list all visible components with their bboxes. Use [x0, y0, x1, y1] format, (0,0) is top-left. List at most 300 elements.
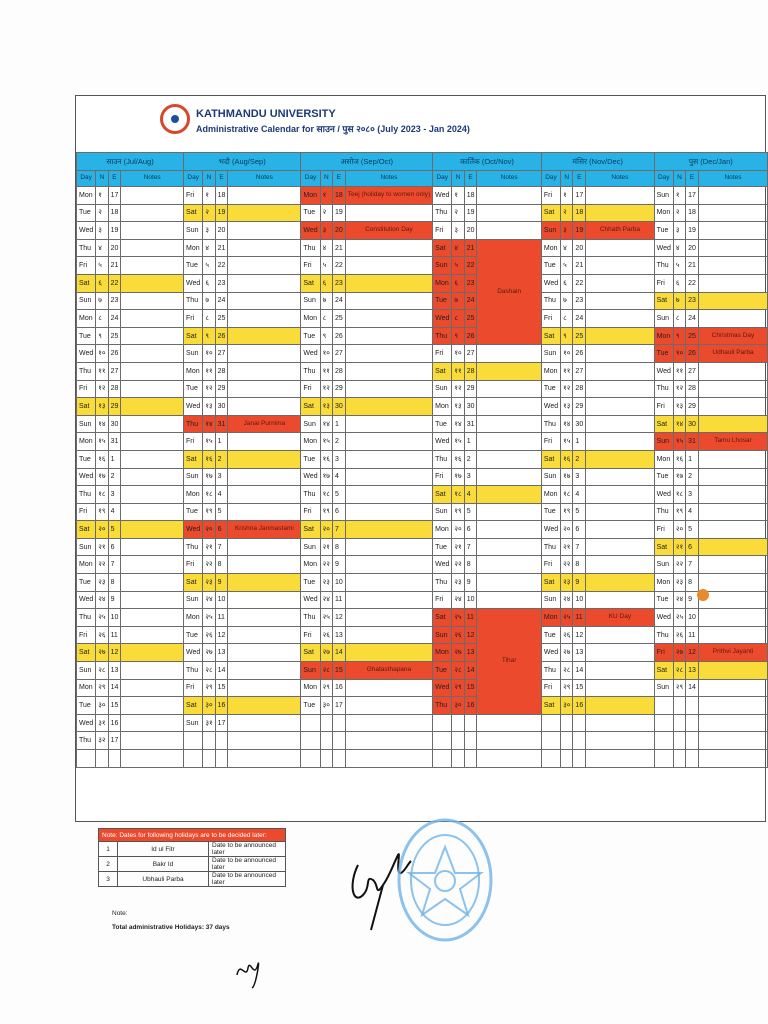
- english-date-cell: 18: [108, 204, 121, 222]
- note-cell: [477, 468, 541, 486]
- english-date-cell: 20: [686, 239, 699, 257]
- nepali-date-cell: २५: [203, 609, 215, 627]
- note-cell: [121, 644, 184, 662]
- nepali-date-cell: २९: [203, 679, 215, 697]
- english-date-cell: 18: [332, 187, 345, 205]
- note-cell: [228, 398, 301, 416]
- nepali-date-cell: २१: [452, 538, 464, 556]
- english-date-cell: 21: [464, 239, 477, 257]
- nepali-date-cell: ५: [673, 257, 685, 275]
- note-cell: [586, 574, 654, 592]
- english-date-cell: 18: [215, 187, 228, 205]
- nepali-date-cell: ४: [320, 239, 332, 257]
- column-header-e: E: [573, 171, 586, 187]
- calendar-row: [77, 274, 768, 292]
- note-cell: [586, 591, 654, 609]
- day-cell: Sun: [301, 292, 320, 310]
- note-cell: [477, 433, 541, 451]
- note-cell: [586, 204, 654, 222]
- note-cell: [121, 327, 184, 345]
- day-cell: Thu: [301, 486, 320, 504]
- english-date-cell: 7: [573, 538, 586, 556]
- day-cell: Mon: [184, 609, 203, 627]
- calendar-row: [77, 257, 768, 275]
- nepali-date-cell: १: [561, 187, 573, 205]
- day-cell: [433, 732, 452, 750]
- note-cell: [345, 644, 432, 662]
- note-cell: [477, 345, 541, 363]
- day-cell: Thu: [184, 662, 203, 680]
- note-cell: [228, 732, 301, 750]
- note-cell: [586, 292, 654, 310]
- nepali-date-cell: २९: [673, 679, 685, 697]
- nepali-date-cell: ११: [320, 362, 332, 380]
- day-cell: Fri: [301, 380, 320, 398]
- holiday-name: Id ul Fitr: [118, 842, 209, 857]
- day-cell: Thu: [541, 415, 560, 433]
- note-cell: [228, 187, 301, 205]
- nepali-date-cell: २२: [452, 556, 464, 574]
- day-cell: Tue: [184, 503, 203, 521]
- day-cell: Tue: [654, 345, 673, 363]
- english-date-cell: 11: [108, 626, 121, 644]
- nepali-date-cell: ६: [673, 274, 685, 292]
- english-date-cell: 21: [332, 239, 345, 257]
- english-date-cell: 5: [573, 503, 586, 521]
- english-date-cell: 1: [573, 433, 586, 451]
- english-date-cell: 8: [573, 556, 586, 574]
- nepali-date-cell: १६: [96, 450, 108, 468]
- nepali-date-cell: १०: [96, 345, 108, 363]
- day-cell: Wed: [301, 222, 320, 240]
- day-cell: Thu: [77, 486, 96, 504]
- english-date-cell: 27: [108, 362, 121, 380]
- english-date-cell: 5: [108, 521, 121, 539]
- note-cell: [345, 274, 432, 292]
- nepali-date-cell: ११: [561, 362, 573, 380]
- calendar-row: [77, 662, 768, 680]
- ink-dot: [697, 589, 709, 601]
- nepali-date-cell: २७: [320, 644, 332, 662]
- nepali-date-cell: ५: [203, 257, 215, 275]
- note-cell: [228, 468, 301, 486]
- nepali-date-cell: ६: [203, 274, 215, 292]
- nepali-date-cell: १६: [203, 450, 215, 468]
- note-cell: [228, 450, 301, 468]
- nepali-date-cell: २९: [452, 679, 464, 697]
- calendar-row: [77, 292, 768, 310]
- english-date-cell: 10: [108, 609, 121, 627]
- day-cell: Thu: [654, 257, 673, 275]
- note-cell: [228, 362, 301, 380]
- day-cell: Mon: [184, 239, 203, 257]
- note-cell: [345, 433, 432, 451]
- note-cell: [477, 732, 541, 750]
- note-cell: [121, 310, 184, 328]
- nepali-date-cell: ५: [320, 257, 332, 275]
- english-date-cell: 5: [332, 486, 345, 504]
- english-date-cell: 28: [332, 362, 345, 380]
- note-cell: [698, 697, 767, 715]
- day-cell: Wed: [77, 714, 96, 732]
- day-cell: Mon: [77, 679, 96, 697]
- day-cell: Tue: [301, 327, 320, 345]
- note-cell: [698, 750, 767, 768]
- note-cell: [586, 503, 654, 521]
- nepali-date-cell: १९: [203, 503, 215, 521]
- english-date-cell: 25: [332, 310, 345, 328]
- nepali-date-cell: [561, 714, 573, 732]
- column-header-n: N: [673, 171, 685, 187]
- day-cell: Thu: [654, 503, 673, 521]
- english-date-cell: 5: [464, 503, 477, 521]
- day-cell: Sat: [654, 292, 673, 310]
- note-cell: [698, 679, 767, 697]
- note-cell: [345, 732, 432, 750]
- day-cell: Sat: [541, 697, 560, 715]
- calendar-row: [77, 591, 768, 609]
- english-date-cell: 7: [108, 556, 121, 574]
- note-cell: [121, 750, 184, 768]
- nepali-date-cell: २७: [673, 644, 685, 662]
- day-cell: Wed: [77, 222, 96, 240]
- english-date-cell: [464, 732, 477, 750]
- note-cell: [698, 468, 767, 486]
- nepali-date-cell: ३१: [203, 714, 215, 732]
- day-cell: Fri: [184, 679, 203, 697]
- english-date-cell: 14: [686, 679, 699, 697]
- english-date-cell: 9: [573, 574, 586, 592]
- column-header-notes: Notes: [586, 171, 654, 187]
- calendar-row: [77, 327, 768, 345]
- english-date-cell: 18: [464, 187, 477, 205]
- nepali-date-cell: २७: [452, 644, 464, 662]
- note-cell: Constitution Day: [345, 222, 432, 240]
- column-header-n: N: [452, 171, 464, 187]
- nepali-date-cell: २३: [673, 574, 685, 592]
- english-date-cell: 20: [464, 222, 477, 240]
- note-cell: [586, 732, 654, 750]
- english-date-cell: 8: [108, 574, 121, 592]
- calendar-header: [80, 100, 760, 150]
- day-cell: Thu: [541, 538, 560, 556]
- english-date-cell: 6: [108, 538, 121, 556]
- english-date-cell: 2: [686, 468, 699, 486]
- english-date-cell: 2: [573, 450, 586, 468]
- note-cell: [698, 450, 767, 468]
- day-cell: Sat: [301, 398, 320, 416]
- note-cell: [121, 398, 184, 416]
- nepali-date-cell: २६: [561, 626, 573, 644]
- note-cell: [345, 591, 432, 609]
- day-cell: [654, 714, 673, 732]
- nepali-date-cell: ३०: [561, 697, 573, 715]
- note-cell: [345, 380, 432, 398]
- column-header-e: E: [332, 171, 345, 187]
- nepali-date-cell: [320, 732, 332, 750]
- day-cell: Sun: [184, 345, 203, 363]
- english-date-cell: 28: [108, 380, 121, 398]
- english-date-cell: 17: [573, 187, 586, 205]
- note-cell: KU Day: [586, 609, 654, 627]
- note-cell: [345, 609, 432, 627]
- note-cell: [345, 679, 432, 697]
- day-cell: Wed: [433, 433, 452, 451]
- note-cell: [121, 626, 184, 644]
- note-cell: [228, 239, 301, 257]
- nepali-date-cell: १०: [203, 345, 215, 363]
- day-cell: Tue: [77, 327, 96, 345]
- note-cell: [586, 433, 654, 451]
- day-cell: Thu: [301, 362, 320, 380]
- english-date-cell: 30: [215, 398, 228, 416]
- day-cell: Wed: [184, 398, 203, 416]
- note-cell: [345, 239, 432, 257]
- nepali-date-cell: १५: [452, 433, 464, 451]
- month-header: असोज (Sep/Oct): [301, 153, 433, 171]
- english-date-cell: 12: [686, 644, 699, 662]
- note-cell: [345, 257, 432, 275]
- english-date-cell: 16: [108, 714, 121, 732]
- english-date-cell: 22: [108, 274, 121, 292]
- nepali-date-cell: ३: [320, 222, 332, 240]
- day-cell: Fri: [654, 398, 673, 416]
- note-cell: [345, 345, 432, 363]
- english-date-cell: 29: [215, 380, 228, 398]
- calendar-row: [77, 415, 768, 433]
- calendar-row: [77, 750, 768, 768]
- calendar-table: [76, 152, 768, 768]
- nepali-date-cell: १५: [203, 433, 215, 451]
- english-date-cell: 27: [573, 362, 586, 380]
- note-cell: Janai Purnima: [228, 415, 301, 433]
- note-cell: [121, 574, 184, 592]
- english-date-cell: 7: [686, 556, 699, 574]
- note-cell: [121, 345, 184, 363]
- day-cell: Sun: [77, 292, 96, 310]
- nepali-date-cell: २२: [320, 556, 332, 574]
- day-cell: Sat: [654, 662, 673, 680]
- nepali-date-cell: [673, 750, 685, 768]
- english-date-cell: 19: [108, 222, 121, 240]
- english-date-cell: 1: [108, 450, 121, 468]
- english-date-cell: 18: [573, 204, 586, 222]
- note-cell: [586, 310, 654, 328]
- english-date-cell: 12: [332, 609, 345, 627]
- note-cell: [228, 274, 301, 292]
- nepali-date-cell: १९: [96, 503, 108, 521]
- nepali-date-cell: ४: [561, 239, 573, 257]
- note-cell: [345, 310, 432, 328]
- nepali-date-cell: ४: [203, 239, 215, 257]
- nepali-date-cell: [452, 714, 464, 732]
- english-date-cell: 17: [332, 697, 345, 715]
- english-date-cell: 27: [464, 345, 477, 363]
- english-date-cell: 23: [464, 274, 477, 292]
- english-date-cell: 1: [686, 450, 699, 468]
- note-cell: [698, 521, 767, 539]
- english-date-cell: 9: [464, 574, 477, 592]
- english-date-cell: 11: [464, 609, 477, 627]
- note-cell: [345, 574, 432, 592]
- nepali-date-cell: २४: [561, 591, 573, 609]
- day-cell: Sun: [301, 415, 320, 433]
- english-date-cell: 24: [215, 292, 228, 310]
- english-date-cell: 1: [332, 415, 345, 433]
- day-cell: [654, 750, 673, 768]
- nepali-date-cell: १४: [320, 415, 332, 433]
- nepali-date-cell: ७: [561, 292, 573, 310]
- day-cell: Tue: [301, 697, 320, 715]
- nepali-date-cell: १२: [452, 380, 464, 398]
- day-cell: [301, 732, 320, 750]
- day-cell: Fri: [654, 644, 673, 662]
- note-cell: [586, 415, 654, 433]
- day-cell: Sat: [654, 415, 673, 433]
- nepali-date-cell: ३: [673, 222, 685, 240]
- english-date-cell: 24: [686, 310, 699, 328]
- column-header-e: E: [686, 171, 699, 187]
- nepali-date-cell: १८: [561, 486, 573, 504]
- day-cell: Sun: [541, 591, 560, 609]
- day-cell: Fri: [184, 187, 203, 205]
- nepali-date-cell: २२: [203, 556, 215, 574]
- english-date-cell: 4: [573, 486, 586, 504]
- note-cell: [228, 345, 301, 363]
- nepali-date-cell: २५: [561, 609, 573, 627]
- column-header-notes: Notes: [698, 171, 767, 187]
- holiday-num: 1: [99, 842, 118, 857]
- note-cell: [228, 380, 301, 398]
- nepali-date-cell: २८: [452, 662, 464, 680]
- english-date-cell: [332, 750, 345, 768]
- note-cell: [121, 415, 184, 433]
- english-date-cell: 4: [332, 468, 345, 486]
- english-date-cell: 28: [215, 362, 228, 380]
- english-date-cell: 2: [108, 468, 121, 486]
- calendar-row: [77, 538, 768, 556]
- note-cell: [345, 468, 432, 486]
- note-cell: [228, 626, 301, 644]
- note-cell: [345, 626, 432, 644]
- nepali-date-cell: १४: [561, 415, 573, 433]
- calendar-row: [77, 609, 768, 627]
- column-header-n: N: [561, 171, 573, 187]
- english-date-cell: 16: [464, 697, 477, 715]
- calendar-row: [77, 433, 768, 451]
- note-cell: [477, 450, 541, 468]
- nepali-date-cell: ११: [96, 362, 108, 380]
- note-cell: [586, 486, 654, 504]
- nepali-date-cell: ११: [452, 362, 464, 380]
- english-date-cell: 23: [215, 274, 228, 292]
- nepali-date-cell: [320, 750, 332, 768]
- day-cell: Sun: [541, 222, 560, 240]
- day-cell: Sun: [184, 714, 203, 732]
- nepali-date-cell: ७: [96, 292, 108, 310]
- note-cell: [345, 503, 432, 521]
- nepali-date-cell: १०: [673, 345, 685, 363]
- calendar-row: [77, 222, 768, 240]
- day-cell: Sat: [541, 327, 560, 345]
- english-date-cell: 25: [215, 310, 228, 328]
- day-cell: Wed: [654, 609, 673, 627]
- note-cell: [121, 732, 184, 750]
- note-cell: [121, 362, 184, 380]
- nepali-date-cell: [203, 750, 215, 768]
- day-cell: [654, 697, 673, 715]
- english-date-cell: 14: [332, 644, 345, 662]
- english-date-cell: 3: [108, 486, 121, 504]
- note-cell: [121, 697, 184, 715]
- day-cell: Sat: [541, 204, 560, 222]
- note-cell: [698, 292, 767, 310]
- english-date-cell: 15: [464, 679, 477, 697]
- english-date-cell: 15: [573, 679, 586, 697]
- english-date-cell: 21: [686, 257, 699, 275]
- english-date-cell: [332, 714, 345, 732]
- english-date-cell: 28: [464, 362, 477, 380]
- day-cell: Wed: [654, 486, 673, 504]
- day-cell: Fri: [541, 187, 560, 205]
- english-date-cell: [464, 714, 477, 732]
- note-cell: [586, 362, 654, 380]
- column-header-notes: Notes: [345, 171, 432, 187]
- nepali-date-cell: २०: [561, 521, 573, 539]
- day-cell: Thu: [77, 362, 96, 380]
- english-date-cell: 30: [108, 415, 121, 433]
- note-cell: [228, 644, 301, 662]
- english-date-cell: 19: [464, 204, 477, 222]
- nepali-date-cell: १७: [320, 468, 332, 486]
- nepali-date-cell: १२: [203, 380, 215, 398]
- note-cell: [345, 538, 432, 556]
- note-cell: [586, 274, 654, 292]
- note-cell: [586, 521, 654, 539]
- day-cell: Tue: [433, 538, 452, 556]
- english-date-cell: 3: [686, 486, 699, 504]
- day-cell: Tue: [654, 468, 673, 486]
- english-date-cell: 30: [332, 398, 345, 416]
- day-cell: Mon: [541, 362, 560, 380]
- english-date-cell: 6: [686, 538, 699, 556]
- day-cell: Wed: [541, 521, 560, 539]
- nepali-date-cell: १४: [96, 415, 108, 433]
- nepali-date-cell: ८: [320, 310, 332, 328]
- festival-note: Dashain: [477, 239, 541, 345]
- day-cell: Thu: [433, 697, 452, 715]
- nepali-date-cell: १८: [320, 486, 332, 504]
- english-date-cell: 25: [108, 327, 121, 345]
- note-cell: [228, 697, 301, 715]
- note-cell: Ghatasthapana: [345, 662, 432, 680]
- english-date-cell: 4: [464, 486, 477, 504]
- note-cell: Prithvi Jayanti: [698, 644, 767, 662]
- day-cell: Sat: [301, 644, 320, 662]
- english-date-cell: 25: [686, 327, 699, 345]
- english-date-cell: 29: [108, 398, 121, 416]
- column-header-day: Day: [433, 171, 452, 187]
- note-cell: [121, 556, 184, 574]
- nepali-date-cell: [320, 714, 332, 732]
- column-header-day: Day: [77, 171, 96, 187]
- day-cell: Mon: [541, 239, 560, 257]
- note-cell: Teej (holiday to women only): [345, 187, 432, 205]
- nepali-date-cell: ३: [203, 222, 215, 240]
- nepali-date-cell: १०: [452, 345, 464, 363]
- note-cell: [698, 187, 767, 205]
- nepali-date-cell: [452, 750, 464, 768]
